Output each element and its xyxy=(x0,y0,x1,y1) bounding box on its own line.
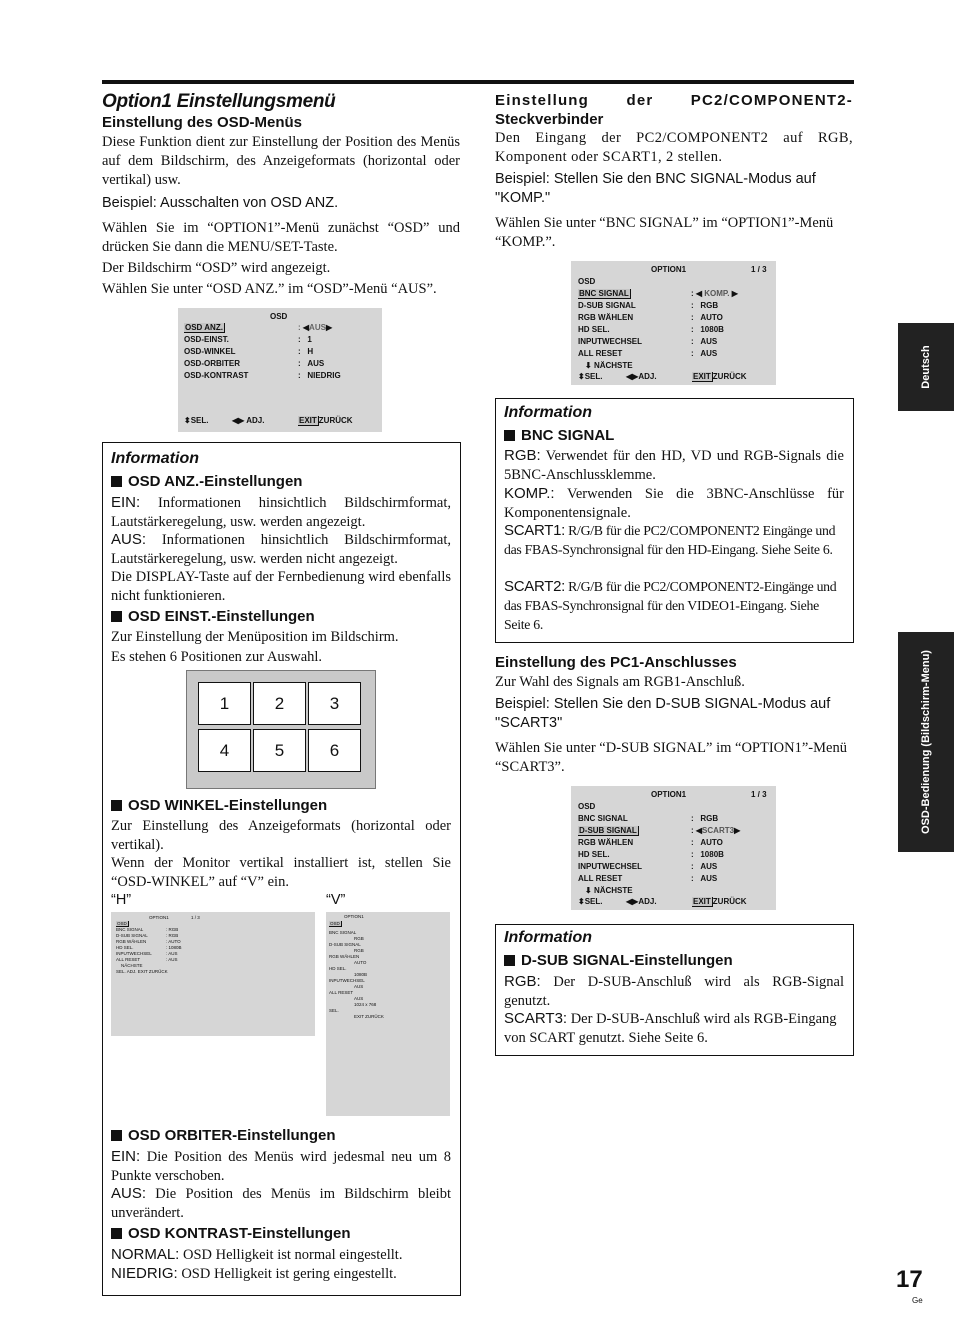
info-anz-ein: EIN: Informationen hinsichtlich Bildschirmformat, Lautstärkeregelung, usw. werden angezeigt. xyxy=(111,494,451,530)
pc1-step: Wählen Sie unter “D-SUB SIGNAL” im “OPTION1”-Menü “SCART3”. xyxy=(495,740,847,775)
osd-step-3: Wählen Sie unter “OSD ANZ.” im “OSD”-Menü “AUS”. xyxy=(102,281,437,297)
info-winkel-text-1: Zur Einstellung des Anzeigeformats (horizontal oder vertikal). xyxy=(111,818,451,853)
page-title: Option1 Einstellungsmenü xyxy=(102,91,336,112)
info-kontrast-niedrig: NIEDRIG: OSD Helligkeit ist gering eingestellt. xyxy=(111,1265,397,1282)
info-bnc-rgb: RGB: Verwendet für den HD, VD und RGB-Signals die 5BNC-Anschlussklemme. xyxy=(504,447,844,483)
leftright-icon: ◀▶ xyxy=(626,897,639,906)
updown-icon: ⬍ xyxy=(184,416,191,425)
info-einst-heading: OSD EINST.-Einstellungen xyxy=(111,607,315,626)
side-tab-language: Deutsch xyxy=(898,323,954,411)
bnc-heading-line-2: Steckverbinder xyxy=(495,111,604,128)
osd-heading: Einstellung des OSD-Menüs xyxy=(102,114,303,131)
info-winkel-text-2: Wenn der Monitor vertikal installiert ist, stellen Sie “OSD-WINKEL” auf “V” ein. xyxy=(111,855,451,890)
info-dsub-scart3: SCART3: Der D-SUB-Anschluß wird als RGB-Eingang von SCART genutzt. Siehe Seite 6. xyxy=(504,1010,837,1046)
bnc-example: Beispiel: Stellen Sie den BNC SIGNAL-Modus auf "KOMP." xyxy=(495,171,816,206)
page-lang-code: Ge xyxy=(912,1296,923,1305)
down-arrow-icon: ⬇ xyxy=(585,886,592,895)
osd-menu-screen: OSD OSD ANZ. : ◀AUS▶ OSD-EINST. : 1 OSD-WINKEL : H OSD-ORBITER : AUS OSD-KONTRAST : NIEDRIG ⬍SEL. ◀▶ ADJ. EXIT ZURÜCK xyxy=(178,308,382,432)
option1-menu-scart3: OPTION1 1 / 3 OSD BNC SIGNAL : RGB D-SUB SIGNAL : ◀SCART3▶ RGB WÄHLEN : AUTO HD SEL. : 1080B INPUTWECHSEL : AUS ALL RESET : AUS ⬇ NÄCHSTE ⬍SEL. ◀▶ADJ. EXIT ZURÜCK xyxy=(571,786,776,910)
down-arrow-icon: ⬇ xyxy=(585,361,592,370)
osd-step-2: Der Bildschirm “OSD” wird angezeigt. xyxy=(102,260,331,276)
position-cell: 1 xyxy=(198,682,251,725)
info-kontrast-heading: OSD KONTRAST-Einstellungen xyxy=(111,1224,351,1243)
info-anz-heading: OSD ANZ.-Einstellungen xyxy=(111,472,302,491)
pc1-description: Zur Wahl des Signals am RGB1-Anschluß. xyxy=(495,674,745,690)
mini-menu-h: OPTION1 1 / 3 OSD BNC SIGNAL : RGB D-SUB SIGNAL : RGB RGB WÄHLEN : AUTO HD SEL. : 1080B INPUTWECHSEL : AUS ALL RESET : AUS NÄCHSTE SEL. ADJ. EXIT ZURÜCK xyxy=(111,912,315,1036)
info-orbiter-aus: AUS: Die Position des Menüs im Bildschirm bleibt unverändert. xyxy=(111,1185,451,1221)
osd-row-label: OSD ANZ. xyxy=(185,323,223,332)
updown-icon: ⬍ xyxy=(578,372,585,381)
info-dsub-rgb: RGB: Der D-SUB-Anschluß wird als RGB-Signal genutzt. xyxy=(504,973,844,1009)
info-dsub-heading: D-SUB SIGNAL-Einstellungen xyxy=(504,951,733,970)
v-label: “V” xyxy=(326,892,346,908)
info-bnc-scart2: SCART2: R/G/B für die PC2/COMPONENT2-Eingänge und das FBAS-Synchronsignal für den VIDEO1-Eingang. Siehe Seite 6. xyxy=(504,578,837,632)
side-tab-section: OSD-Bedienung (Bildschirm-Menu) xyxy=(898,632,954,852)
position-cell: 5 xyxy=(253,729,306,772)
pc1-example: Beispiel: Stellen Sie den D-SUB SIGNAL-Modus auf "SCART3" xyxy=(495,696,831,731)
info-kontrast-normal: NORMAL: OSD Helligkeit ist normal eingestellt. xyxy=(111,1246,403,1263)
top-rule xyxy=(102,80,854,84)
bnc-heading-line-1: Einstellung der PC2/COMPONENT2- xyxy=(495,92,853,109)
mini-menu-v: OPTION1 OSD BNC SIGNAL RGB D-SUB SIGNAL RGB RGB WÄHLEN AUTO HD SEL. 1080B INPUTWECHSEL AUS ALL RESET AUS 1024 x 768 SEL. EXIT ZURÜCK xyxy=(326,912,450,1116)
osd-description: Diese Funktion dient zur Einstellung der Position des Menüs auf dem Bildschirm, des Anzeigeformats (horizontal oder vertikal) usw. xyxy=(102,134,460,188)
page-number: 17 xyxy=(896,1266,923,1293)
info-einst-text-2: Es stehen 6 Positionen zur Auswahl. xyxy=(111,649,323,665)
pc1-heading: Einstellung des PC1-Anschlusses xyxy=(495,654,737,671)
option1-menu-komp: OPTION1 1 / 3 OSD BNC SIGNAL : ◀ KOMP. ▶ D-SUB SIGNAL : RGB RGB WÄHLEN : AUTO HD SEL. : 1080B INPUTWECHSEL : AUS ALL RESET : AUS ⬇ NÄCHSTE ⬍SEL. ◀▶ADJ. EXIT ZURÜCK xyxy=(571,261,776,385)
info-orbiter-heading: OSD ORBITER-Einstellungen xyxy=(111,1126,336,1145)
position-cell: 2 xyxy=(253,682,306,725)
info-bnc-komp: KOMP.: Verwenden Sie die 3BNC-Anschlüsse für Komponentensignale. xyxy=(504,485,844,521)
info-title: Information xyxy=(504,404,592,421)
info-title: Information xyxy=(111,450,199,467)
updown-icon: ⬍ xyxy=(578,897,585,906)
info-orbiter-ein: EIN: Die Position des Menüs wird jedesmal neu um 8 Punkte verschoben. xyxy=(111,1148,452,1184)
leftright-icon: ◀▶ xyxy=(232,416,245,425)
position-cell: 4 xyxy=(198,729,251,772)
bnc-description: Den Eingang der PC2/COMPONENT2 auf RGB, Komponent oder SCART1, 2 stellen. xyxy=(495,130,853,165)
h-label: “H” xyxy=(111,892,132,908)
bnc-step: Wählen Sie unter “BNC SIGNAL” im “OPTION1”-Menü “KOMP.”. xyxy=(495,215,834,250)
position-grid xyxy=(186,670,376,789)
leftright-icon: ◀▶ xyxy=(626,372,639,381)
info-bnc-heading: BNC SIGNAL xyxy=(504,426,614,445)
position-cell: 3 xyxy=(308,682,361,725)
info-title: Information xyxy=(504,929,592,946)
info-anz-aus: AUS: Informationen hinsichtlich Bildschirmformat, Lautstärkeregelung, usw. werden nicht angezeigt. xyxy=(111,531,451,567)
info-bnc-scart1: SCART1: R/G/B für die PC2/COMPONENT2 Eingänge und das FBAS-Synchronsignal für den HD-Eingang. Siehe Seite 6. xyxy=(504,522,836,557)
info-anz-note: Die DISPLAY-Taste auf der Fernbedienung wird ebenfalls nicht funktionieren. xyxy=(111,569,451,604)
position-cell: 6 xyxy=(308,729,361,772)
osd-example: Beispiel: Ausschalten von OSD ANZ. xyxy=(102,195,339,211)
info-winkel-heading: OSD WINKEL-Einstellungen xyxy=(111,796,327,815)
osd-step-1: Wählen Sie im “OPTION1”-Menü zunächst “OSD” und drücken Sie dann die MENU/SET-Taste. xyxy=(102,220,460,255)
info-einst-text-1: Zur Einstellung der Menüposition im Bildschirm. xyxy=(111,629,399,645)
